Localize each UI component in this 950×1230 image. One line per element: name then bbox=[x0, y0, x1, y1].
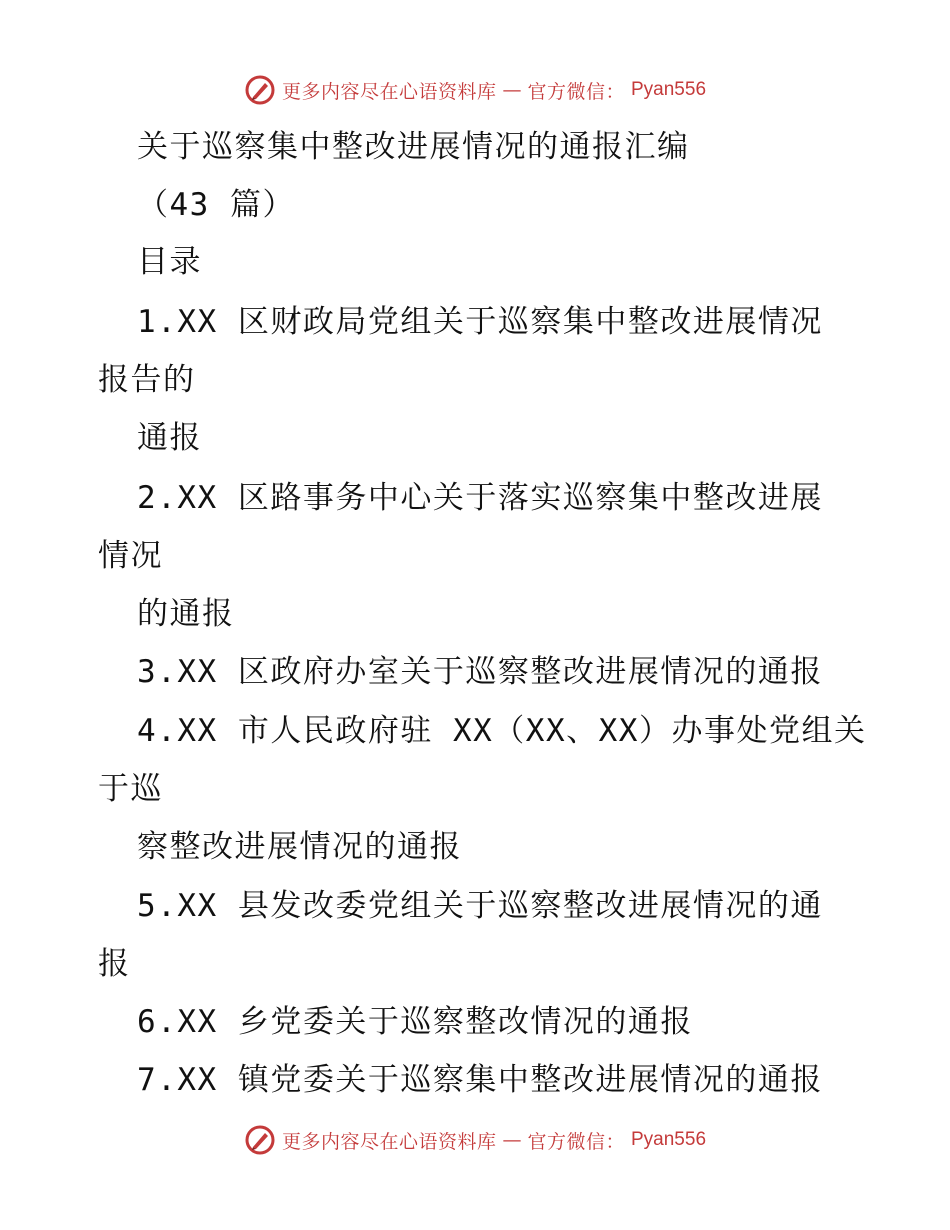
toc-item-6: 6.XX 乡党委关于巡察整改情况的通报 bbox=[137, 1004, 693, 1040]
watermark-wechat-label: 官方微信： bbox=[527, 1130, 625, 1153]
document-title: 关于巡察集中整改进展情况的通报汇编 bbox=[137, 129, 690, 165]
watermark-group bbox=[244, 74, 706, 106]
toc-item-3: 3.XX 区政府办室关于巡察整改进展情况的通报 bbox=[137, 654, 823, 690]
toc-item-4: 4.XX 市人民政府驻 XX（XX、XX）办事处党组关 bbox=[137, 713, 867, 749]
toc-heading: 目录 bbox=[137, 244, 202, 280]
toc-item-1-cont: 报告的 bbox=[98, 362, 196, 398]
pen-logo-icon bbox=[244, 74, 276, 106]
watermark-text: 更多内容尽在心语资料库 bbox=[281, 1130, 497, 1153]
pen-logo-icon bbox=[244, 1124, 276, 1156]
toc-item-7: 7.XX 镇党委关于巡察集中整改进展情况的通报 bbox=[137, 1062, 823, 1098]
toc-item-4-cont: 于巡 bbox=[98, 771, 163, 807]
toc-item-2-cont2: 的通报 bbox=[137, 596, 235, 632]
header-watermark bbox=[0, 70, 950, 110]
watermark-text: 更多内容尽在心语资料库 bbox=[281, 80, 497, 103]
document-count: （43 篇） bbox=[137, 187, 295, 223]
toc-item-2-cont: 情况 bbox=[98, 538, 163, 574]
watermark-wechat-id: Pyan556 bbox=[631, 1129, 707, 1150]
watermark-wechat-id: Pyan556 bbox=[631, 79, 707, 100]
toc-item-2: 2.XX 区路事务中心关于落实巡察集中整改进展 bbox=[137, 480, 823, 516]
watermark-wechat-label: 官方微信： bbox=[527, 80, 625, 103]
toc-item-1-cont2: 通报 bbox=[137, 420, 202, 456]
footer-watermark bbox=[0, 1120, 950, 1160]
watermark-separator: — bbox=[502, 1129, 522, 1151]
toc-item-5-cont: 报 bbox=[98, 946, 131, 982]
toc-item-4-cont2: 察整改进展情况的通报 bbox=[137, 829, 462, 865]
watermark-group bbox=[244, 1124, 706, 1156]
toc-item-1: 1.XX 区财政局党组关于巡察集中整改进展情况 bbox=[137, 304, 823, 340]
watermark-separator: — bbox=[502, 79, 522, 101]
toc-item-5: 5.XX 县发改委党组关于巡察整改进展情况的通 bbox=[137, 888, 823, 924]
